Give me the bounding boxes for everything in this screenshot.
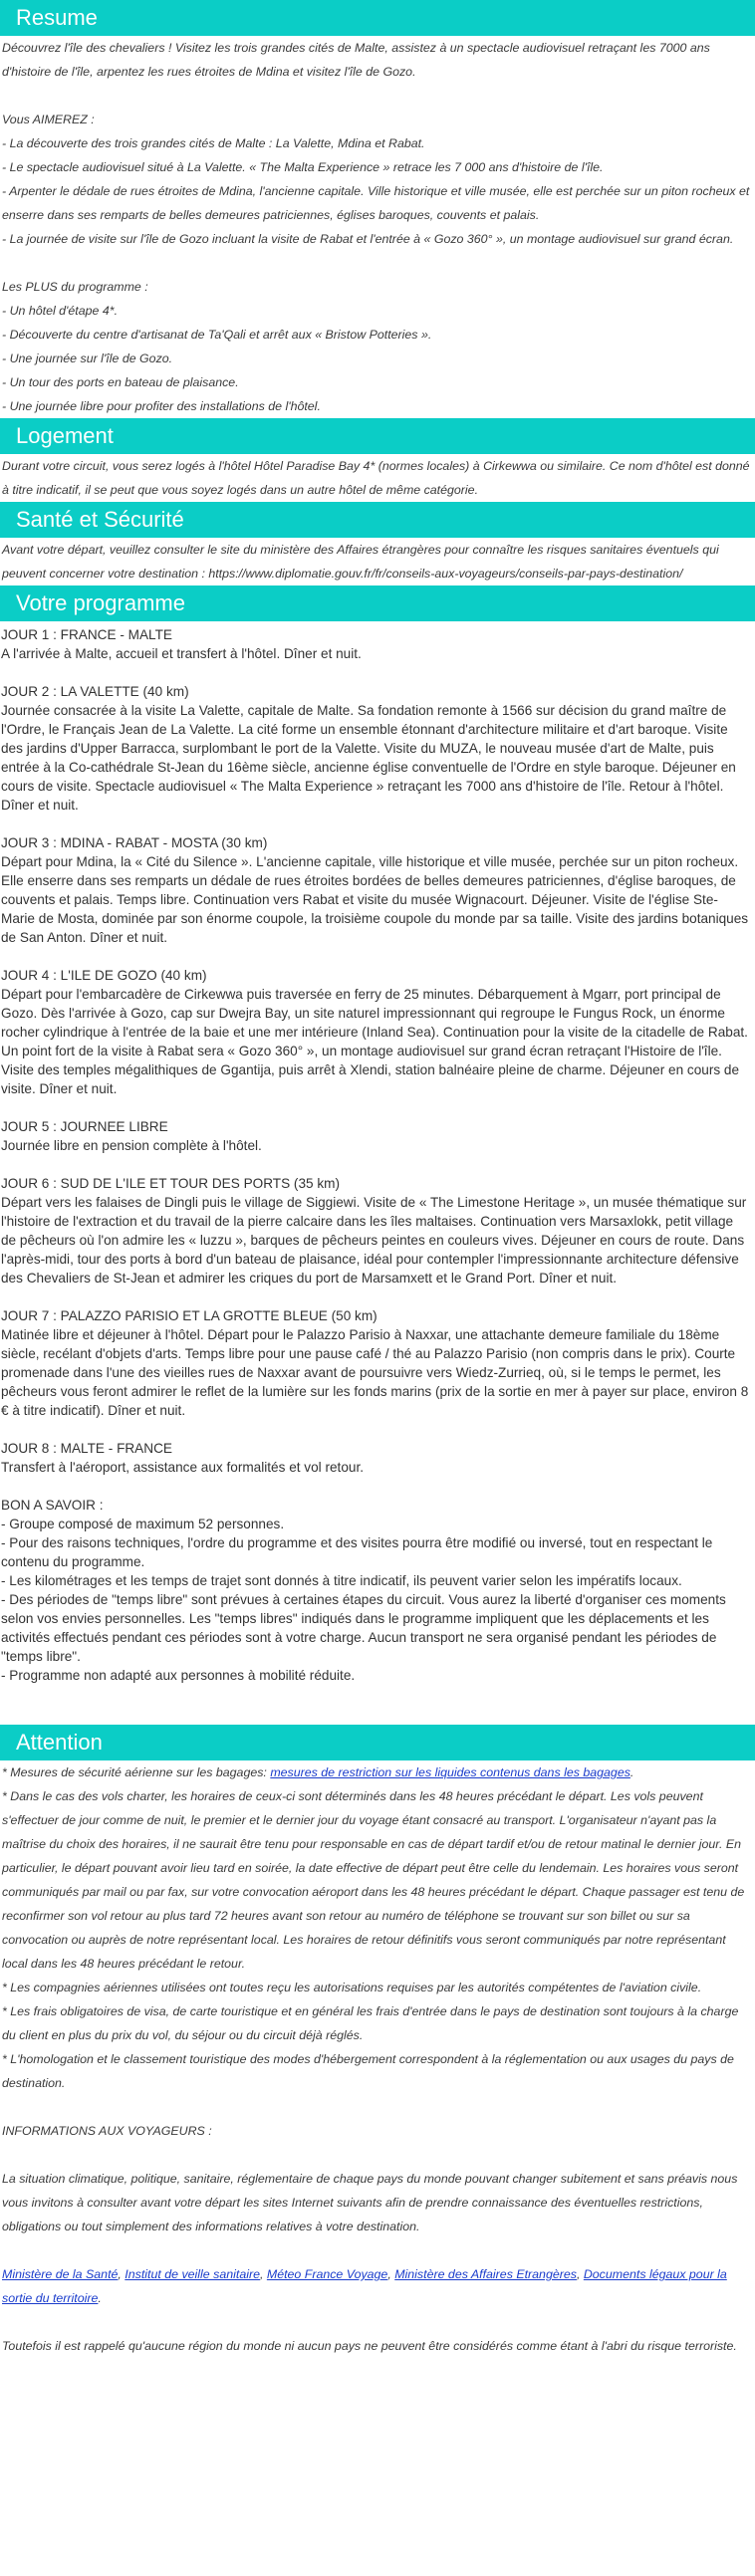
day-text: Journée consacrée à la visite La Valette, capitale de Malte. Sa fondation remonte à 1566 sur décision du grand maître de l'Ordre, le Français Jean de La Valette. La cité forme un ensemble étonnant d'architecture militaire et d'art baroque. Visite des jardins d'Upper Barracca, surplombant le port de la Valette. Visite du MUZA, le nouveau musée d'art de Malte, puis entrée à la Co-cathédrale St-Jean du 16ème siècle, ancienne église conventuelle de l'Ordre en style baroque. Déjeuner en cours de visite. Spectacle audiovisuel « The Malta Experience » retraçant les 7000 ans d'histoire de l'île. Retour à l'hôtel. Dîner et nuit. bbox=[1, 703, 736, 813]
plus-item: - Un hôtel d'étape 4*. bbox=[2, 304, 119, 318]
bon-item: - Groupe composé de maximum 52 personnes. bbox=[1, 1517, 285, 1531]
day-text: Départ pour Mdina, la « Cité du Silence ». L'ancienne capitale, ville historique et ville musée, perchée sur un piton rocheux. Elle enserre dans ses remparts un dédale de rues étroites bordées de belles demeures patriciennes, d'église baroques, de couvents et palais. Temps libre. Continuation vers Rabat et visite du musée Wignacourt. Déjeuner. Visite de l'église Ste-Marie de Mosta, dominée par son énorme coupole, la troisième coupole du monde par sa taille. Visite des jardins botaniques de San Anton. Dîner et nuit. bbox=[1, 854, 749, 945]
day-title: JOUR 5 : JOURNEE LIBRE bbox=[1, 1119, 168, 1134]
logement-section bbox=[0, 454, 755, 502]
attention-homologation: * L'homologation et le classement touristique des modes d'hébergement correspondent à la réglementation ou aux usages du pays de destination. bbox=[2, 2052, 734, 2090]
attention-section bbox=[0, 1760, 755, 2358]
logement-text: Durant votre circuit, vous serez logés à l'hôtel Hôtel Paradise Bay 4* (normes locales) à Cirkewwa ou similaire. Ce nom d'hôtel est donné à titre indicatif, il se peut que vous soyez logés dans un autre hôtel de même catégorie. bbox=[2, 459, 750, 497]
bagages-suffix: . bbox=[629, 1765, 634, 1779]
aimerez-item: - Arpenter le dédale de rues étroites de Mdina, l'ancienne capitale. Ville historique et ville musée, elle est perchée sur un piton rocheux et enserre dans ses remparts de belles demeures patriciennes, églises baroques, couvents et palais. bbox=[2, 184, 750, 222]
link-ministere-sante[interactable]: Ministère de la Santé bbox=[2, 2267, 119, 2281]
attention-compagnies: * Les compagnies aériennes utilisées ont toutes reçu les autorisations requises par les autorités compétentes de l'aviation civile. bbox=[2, 1981, 702, 1994]
bon-title: BON A SAVOIR : bbox=[1, 1498, 104, 1513]
day-title: JOUR 4 : L'ILE DE GOZO (40 km) bbox=[1, 968, 207, 983]
sante-title: Santé et Sécurité bbox=[0, 502, 755, 538]
day-title: JOUR 1 : FRANCE - MALTE bbox=[1, 627, 172, 642]
day-title: JOUR 2 : LA VALETTE (40 km) bbox=[1, 684, 189, 699]
attention-bagages bbox=[2, 1760, 751, 1784]
info-text: La situation climatique, politique, sanitaire, réglementaire de chaque pays du monde pouvant changer subitement et sans préavis nous vous invitons à consulter avant votre départ les sites Internet suivants afin de prendre connaissance des éventuelles restrictions, obligations ou tout simplement des informations relatives à votre destination. bbox=[2, 2172, 738, 2233]
plus-item: - Une journée libre pour profiter des installations de l'hôtel. bbox=[2, 399, 321, 413]
day-text: Départ pour l'embarcadère de Cirkewwa puis traversée en ferry de 25 minutes. Débarquement à Mgarr, port principal de Gozo. Dès l'arrivée à Gozo, cap sur Dwejra Bay, un site naturel impressionnant qui regroupe le Fungus Rock, un énorme rocher cylindrique à l'entrée de la baie et une mer intérieure (Inland Sea). Continuation pour la visite de la citadelle de Rabat. Un point fort de la visite à Rabat sera « Gozo 360° », un montage audiovisuel sur grand écran retraçant l'Histoire de l'île. Visite des temples mégalithiques de Ggantija, puis arrêt à Xlendi, station balnéaire pleine de charme. Déjeuner en cours de visite. Dîner et nuit. bbox=[1, 987, 748, 1096]
attention-charter: * Dans le cas des vols charter, les horaires de ceux-ci sont déterminés dans les 48 heures précédant le départ. Les vols peuvent s'effectuer de jour comme de nuit, le premier et le dernier jour du voyage étant consacré au transport. L'organisateur n'ayant pas la maîtrise du choix des horaires, il ne saurait être tenu pour responsable en cas de départ tardif et/ou de retour matinal le dernier jour. En particulier, le départ pouvant avoir lieu tard en soirée, la date effective de départ peut être celle du lendemain. Les horaires vous seront communiqués par mail ou par fax, sur votre convocation aéroport dans les 48 heures précédant le départ. Chaque passager est tenu de reconfirmer son vol retour au plus tard 72 heures avant son retour au numéro de téléphone se trouvant sur son billet ou sur sa convocation ou auprès de notre représentant local. Les horaires de retour définitifs vous seront communiqués par notre représentant local dans les 48 heures précédant le retour. bbox=[2, 1789, 745, 1971]
attention-title: Attention bbox=[0, 1725, 755, 1760]
plus-item: - Un tour des ports en bateau de plaisance. bbox=[2, 375, 239, 389]
bagages-prefix: * Mesures de sécurité aérienne sur les bagages: bbox=[2, 1765, 271, 1779]
bon-item: - Pour des raisons techniques, l'ordre du programme et des visites pourra être modifié ou inversé, tout en respectant le contenu du programme. bbox=[1, 1535, 713, 1569]
info-title: INFORMATIONS AUX VOYAGEURS : bbox=[2, 2124, 212, 2138]
sante-section bbox=[0, 538, 755, 585]
day-text: A l'arrivée à Malte, accueil et transfert à l'hôtel. Dîner et nuit. bbox=[1, 646, 362, 661]
links-end: . bbox=[98, 2291, 102, 2305]
bon-item: - Programme non adapté aux personnes à mobilité réduite. bbox=[1, 1668, 356, 1683]
info-links: Ministère de la Santé, Institut de veille sanitaire, Méteo France Voyage, Ministère des Affaires Etrangères, Documents légaux pour la sortie du territoire. bbox=[2, 2267, 727, 2305]
day-title: JOUR 6 : SUD DE L'ILE ET TOUR DES PORTS (35 km) bbox=[1, 1176, 341, 1191]
day-text: Matinée libre et déjeuner à l'hôtel. Départ pour le Palazzo Parisio à Naxxar, une attachante demeure familiale du 18ème siècle, recélant d'objets d'arts. Temps libre pour une pause café / thé au Palazzo Parisio (non compris dans le prix). Courte promenade dans l'une des vieilles rues de Naxxar avant de poursuivre vers Wiedz-Zurrieq, où, si le temps le permet, les pêcheurs vous feront admirer le reflet de la lumière sur les fonds marins (prix de la sortie en mer à payer sur place, environ 8 € à titre indicatif). Dîner et nuit. bbox=[1, 1327, 749, 1418]
aimerez-item: - Le spectacle audiovisuel situé à La Valette. « The Malta Experience » retrace les 7 000 ans d'histoire de l'île. bbox=[2, 160, 604, 174]
plus-item: - Découverte du centre d'artisanat de Ta'Qali et arrêt aux « Bristow Potteries ». bbox=[2, 328, 432, 342]
plus-title: Les PLUS du programme : bbox=[2, 280, 148, 294]
programme-section bbox=[0, 621, 755, 1685]
day-text: Journée libre en pension complète à l'hôtel. bbox=[1, 1138, 262, 1153]
link-meteo-france[interactable]: Méteo France Voyage bbox=[266, 2267, 388, 2281]
day-title: JOUR 8 : MALTE - FRANCE bbox=[1, 1441, 172, 1456]
day-text: Départ vers les falaises de Dingli puis le village de Siggiewi. Visite de « The Limestone Heritage », un musée thématique sur l'histoire de l'extraction et du travail de la pierre calcaire dans les îles maltaises. Continuation vers Marsaxlokk, petit village de pêcheurs où l'on admire les « luzzu », barques de pêcheurs peintes en couleurs vives. Déjeuner en cours de route. Dans l'après-midi, tour des ports à bord d'un bateau de plaisance, idéal pour contempler l'impressionnante architecture défensive des Chevaliers de St-Jean et admirer les criques du port de Marsamxett et le Grand Port. Dîner et nuit. bbox=[1, 1195, 747, 1286]
bon-item: - Des périodes de "temps libre" sont prévues à certaines étapes du circuit. Vous aurez la liberté d'organiser ces moments selon vos envies personnelles. Les "temps libres" indiqués dans le programme impliquent que les déplacements et les activités effectués pendant ces périodes sont à votre charge. Aucun transport ne sera organisé pendant les périodes de "temps libre". bbox=[1, 1592, 726, 1664]
terrorism-note: Toutefois il est rappelé qu'aucune région du monde ni aucun pays ne peuvent être considérés comme étant à l'abri du risque terroriste. bbox=[2, 2339, 737, 2353]
programme-title: Votre programme bbox=[0, 585, 755, 621]
day-title: JOUR 3 : MDINA - RABAT - MOSTA (30 km) bbox=[1, 835, 268, 850]
resume-title: Resume bbox=[0, 0, 755, 36]
day-title: JOUR 7 : PALAZZO PARISIO ET LA GROTTE BLEUE (50 km) bbox=[1, 1308, 378, 1323]
resume-intro: Découvrez l'île des chevaliers ! Visitez les trois grandes cités de Malte, assistez à un spectacle audiovisuel retraçant les 7000 ans d'histoire de l'île, arpentez les rues étroites de Mdina et visitez l'île de Gozo. bbox=[2, 41, 710, 79]
link-documents-legaux[interactable]: Documents légaux pour la sortie du territoire bbox=[2, 2267, 727, 2305]
aimerez-item: - La journée de visite sur l'île de Gozo incluant la visite de Rabat et l'entrée à « Gozo 360° », un montage audiovisuel sur grand écran. bbox=[2, 232, 734, 246]
resume-section bbox=[0, 36, 755, 418]
bon-item: - Les kilométrages et les temps de trajet sont donnés à titre indicatif, ils peuvent varier selon les impératifs locaux. bbox=[1, 1573, 682, 1588]
day-text: Transfert à l'aéroport, assistance aux formalités et vol retour. bbox=[1, 1460, 364, 1475]
sante-text: Avant votre départ, veuillez consulter le site du ministère des Affaires étrangères pour connaître les risques sanitaires éventuels qui peuvent concerner votre destination : https://www.diplomatie.gouv.fr/fr/conseils-aux-voyageurs/conseils-par-pays-destination/ bbox=[2, 543, 719, 581]
attention-frais: * Les frais obligatoires de visa, de carte touristique et en général les frais d'entrée dans le pays de destination sont toujours à la charge du client en plus du prix du vol, du séjour ou du circuit déjà réglés. bbox=[2, 2004, 739, 2042]
link-veille-sanitaire[interactable]: Institut de veille sanitaire bbox=[125, 2267, 260, 2281]
logement-title: Logement bbox=[0, 418, 755, 454]
aimerez-title: Vous AIMEREZ : bbox=[2, 113, 95, 126]
plus-item: - Une journée sur l'île de Gozo. bbox=[2, 351, 173, 365]
link-affaires-etrangeres[interactable]: Ministère des Affaires Etrangères bbox=[394, 2267, 577, 2281]
aimerez-item: - La découverte des trois grandes cités de Malte : La Valette, Mdina et Rabat. bbox=[2, 136, 425, 150]
liquides-link[interactable]: mesures de restriction sur les liquides contenus dans les bagages bbox=[270, 1765, 630, 1779]
